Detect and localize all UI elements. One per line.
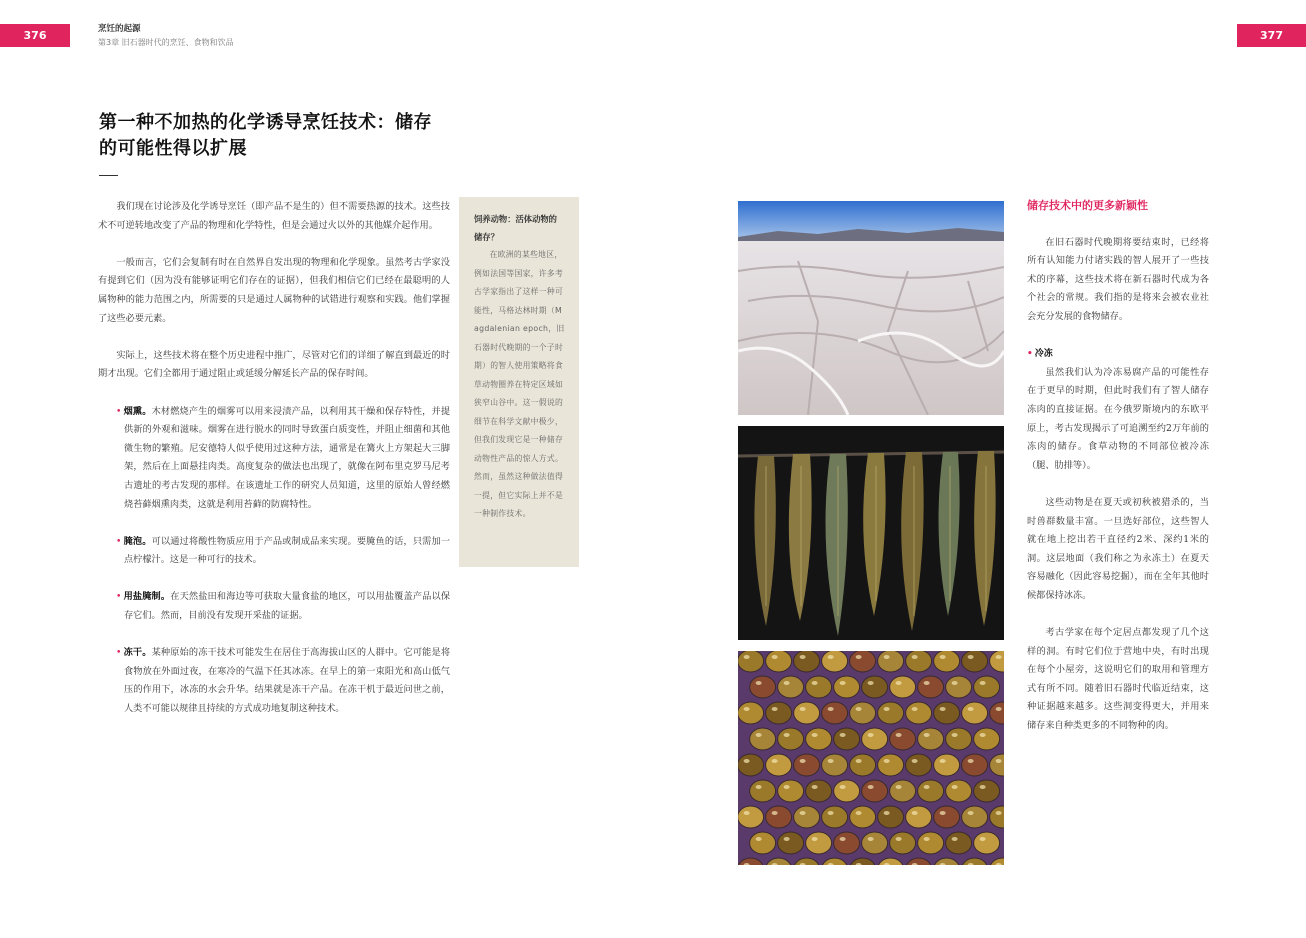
right-column	[1027, 197, 1209, 754]
title-rule	[99, 175, 118, 176]
paragraph: 这些动物是在夏天或初秋被猎杀的，当时兽群数量丰富。一旦选好部位，这些智人就在地上挖出若干直径约2米、深约1米的洞。这层地面（我们称之为永冻土）在夏天容易融化（因此容易挖掘），而在全年其他时候都保持冰冻。	[1027, 496, 1209, 601]
list-item-text: 某种原始的冻干技术可能发生在居住于高海拔山区的人群中。它可能是将食物放在外面过夜，在寒冷的气温下任其冰冻。在早上的第一束阳光和高山低气压的作用下，冰冻的水会升华。结果就是冻干产品。在冻干机于最近问世之前，人类不可能以规律且持续的方式成功地复制这种技术。	[124, 647, 451, 715]
subheading-text: 冷冻	[1034, 349, 1053, 360]
technique-list	[98, 403, 450, 719]
paragraph: 实际上，这些技术将在整个历史进程中推广，尽管对它们的详细了解直到最近的时期才出现。它们全都用于通过阻止或延缓分解延长产品的保存时间。	[98, 349, 450, 380]
list-item-term: 冻干。	[123, 647, 152, 659]
list-item	[116, 533, 450, 570]
sidebar-title: 饲养动物：活体动物的储存？	[474, 214, 557, 242]
list-item-term: 用盐腌制。	[123, 591, 171, 603]
page-number-left: 376	[0, 24, 70, 47]
salt-flat-photo	[738, 201, 1004, 415]
list-item-text: 木材燃烧产生的烟雾可以用来浸渍产品，以利用其干燥和保存特性，并提供新的外观和滋味。烟雾在进行脱水的同时导致蛋白质变性，并阻止细菌和其他微生物的繁殖。尼安德特人似乎使用过这种方法，通常是在篝火上方架起大三脚架，然后在上面悬挂肉类。高度复杂的做法也出现了，就像在阿布里克罗马尼考古遗址的考古发现的那样。在该遗址工作的研究人员知道，这里的原始人曾经燃烧苔藓烟熏肉类，这就是利用苔藓的防腐特性。	[124, 405, 451, 510]
list-item	[116, 403, 450, 515]
main-column	[98, 198, 450, 737]
list-item-text: 在天然盐田和海边等可获取大量食盐的地区，可以用盐覆盖产品以保存它们。然而，目前没有发现开采盐的证据。	[124, 591, 451, 622]
list-item-term: 腌泡。	[123, 535, 152, 547]
paragraph: 考古学家在每个定居点都发现了几个这样的洞。有时它们位于营地中央，有时出现在每个小屋旁，这说明它们的取用和管理方式有所不同。随着旧石器时代临近结束，这种证据越来越多。这些洞变得更大，并用来储存来自种类更多的不同物种的肉。	[1027, 627, 1209, 732]
paragraph: 一般而言，它们会复制有时在自然界自发出现的物理和化学现象。虽然考古学家没有提到它们（因为没有能够证明它们存在的证据），但我们相信它们已经在最聪明的人属物种的能力范围之内，所需要的只是通过人属物种的试错进行观察和实践。他们掌握了这些必要元素。	[98, 256, 450, 324]
running-head	[98, 22, 234, 48]
subheading	[1027, 345, 1209, 364]
paragraph: 虽然我们认为冷冻易腐产品的可能性存在于更早的时期，但此时我们有了智人储存冻肉的直接证据。在今俄罗斯境内的东欧平原上，考古发现揭示了可追溯至约2万年前的冻肉的储存。食草动物的不同部位被冷冻（腿、肋排等）。	[1027, 366, 1209, 471]
bullet-icon: •	[116, 535, 122, 547]
sidebar-box	[459, 197, 579, 567]
section-heading: 储存技术中的更多新颖性	[1027, 199, 1148, 212]
list-item-text: 可以通过将酸性物质应用于产品或制成品来实现。要腌鱼的话，只需加一点柠檬汁。这是一种可行的技术。	[124, 535, 451, 566]
bullet-icon: •	[1027, 349, 1033, 360]
sidebar-body: 在欧洲的某些地区，例如法国等国家，许多考古学家指出了这样一种可能性，马格达林时期（Magdalenian epoch，旧石器时代晚期的一个子时期）的智人使用策略将食草动物圈养在特定区域如狭窄山谷中。这一假说的细节在科学文献中极少，但我们发现它是一种储存动物性产品的惊人方式。然而，虽然这种做法值得一提，但它实际上并不是一种制作技术。	[474, 250, 565, 518]
bullet-icon: •	[116, 647, 122, 659]
smoked-fish-photo	[738, 426, 1004, 640]
paragraph: 在旧石器时代晚期将要结束时，已经将所有认知能力付诸实践的智人展开了一些技术的序幕，这些技术将在新石器时代成为各个社会的常规。我们指的是将来会被农业社会充分发展的食物储存。	[1027, 236, 1209, 322]
bullet-icon: •	[116, 591, 122, 603]
bullet-icon: •	[116, 405, 122, 417]
list-item-term: 烟熏。	[123, 405, 152, 417]
list-item	[116, 644, 450, 718]
list-item	[116, 588, 450, 625]
article-title: 第一种不加热的化学诱导烹饪技术：储存的可能性得以扩展	[99, 112, 432, 159]
book-title: 烹饪的起源	[98, 24, 141, 34]
olives-photo	[738, 651, 1004, 865]
page-number-right: 377	[1237, 24, 1306, 47]
paragraph: 我们现在讨论涉及化学诱导烹饪（即产品不是生的）但不需要热源的技术。这些技术不可逆转地改变了产品的物理和化学特性，但是会通过火以外的其他媒介起作用。	[98, 201, 450, 231]
chapter-title: 第3章 旧石器时代的烹饪、食物和饮品	[98, 38, 234, 47]
